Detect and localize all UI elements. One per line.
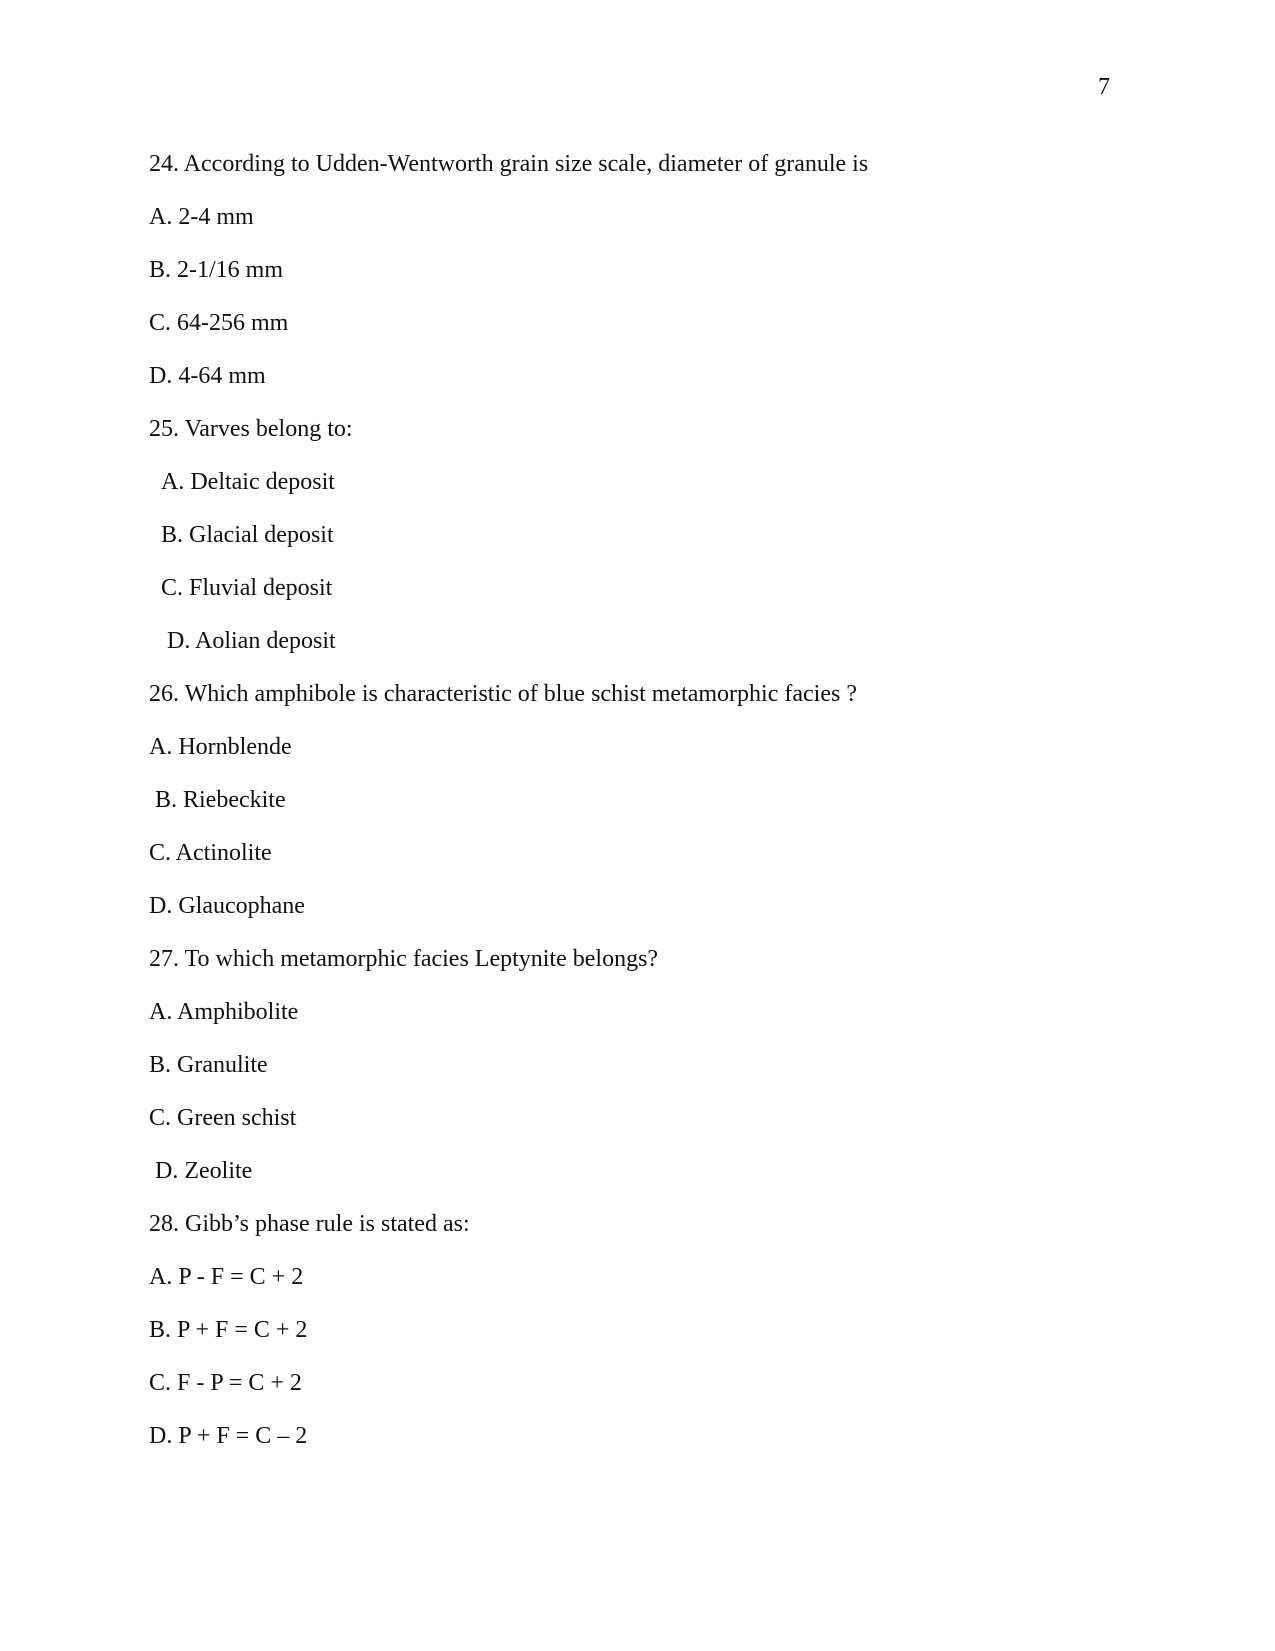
question-24-option-a: A. 2-4 mm [149, 204, 254, 230]
question-28-option-a: A. P - F = C + 2 [149, 1264, 304, 1290]
question-25-option-d: D. Aolian deposit [167, 628, 336, 654]
question-24-prompt: 24. According to Udden-Wentworth grain size scale, diameter of granule is [149, 151, 869, 177]
question-25-prompt: 25. Varves belong to: [149, 416, 353, 442]
question-27-option-a: A. Amphibolite [149, 999, 299, 1025]
question-28-option-b: B. P + F = C + 2 [149, 1317, 308, 1343]
question-27-option-d: D. Zeolite [155, 1158, 253, 1184]
question-27-option-c: C. Green schist [149, 1105, 297, 1131]
question-28-option-c: C. F - P = C + 2 [149, 1370, 302, 1396]
question-24-option-b: B. 2-1/16 mm [149, 257, 284, 283]
question-25-option-a: A. Deltaic deposit [161, 469, 335, 495]
question-25-option-b: B. Glacial deposit [161, 522, 334, 548]
question-28-option-d: D. P + F = C – 2 [149, 1423, 308, 1449]
question-26-option-b: B. Riebeckite [155, 787, 286, 813]
question-26-option-d: D. Glaucophane [149, 893, 305, 919]
page-number: 7 [1098, 74, 1110, 100]
question-25-option-c: C. Fluvial deposit [161, 575, 333, 601]
question-24-option-d: D. 4-64 mm [149, 363, 266, 389]
question-27-prompt: 27. To which metamorphic facies Leptynite belongs? [149, 946, 659, 972]
question-28-prompt: 28. Gibb’s phase rule is stated as: [149, 1211, 470, 1237]
question-26-option-c: C. Actinolite [149, 840, 272, 866]
question-26-prompt: 26. Which amphibole is characteristic of blue schist metamorphic facies ? [149, 681, 857, 707]
question-27-option-b: B. Granulite [149, 1052, 268, 1078]
question-26-option-a: A. Hornblende [149, 734, 292, 760]
question-24-option-c: C. 64-256 mm [149, 310, 289, 336]
